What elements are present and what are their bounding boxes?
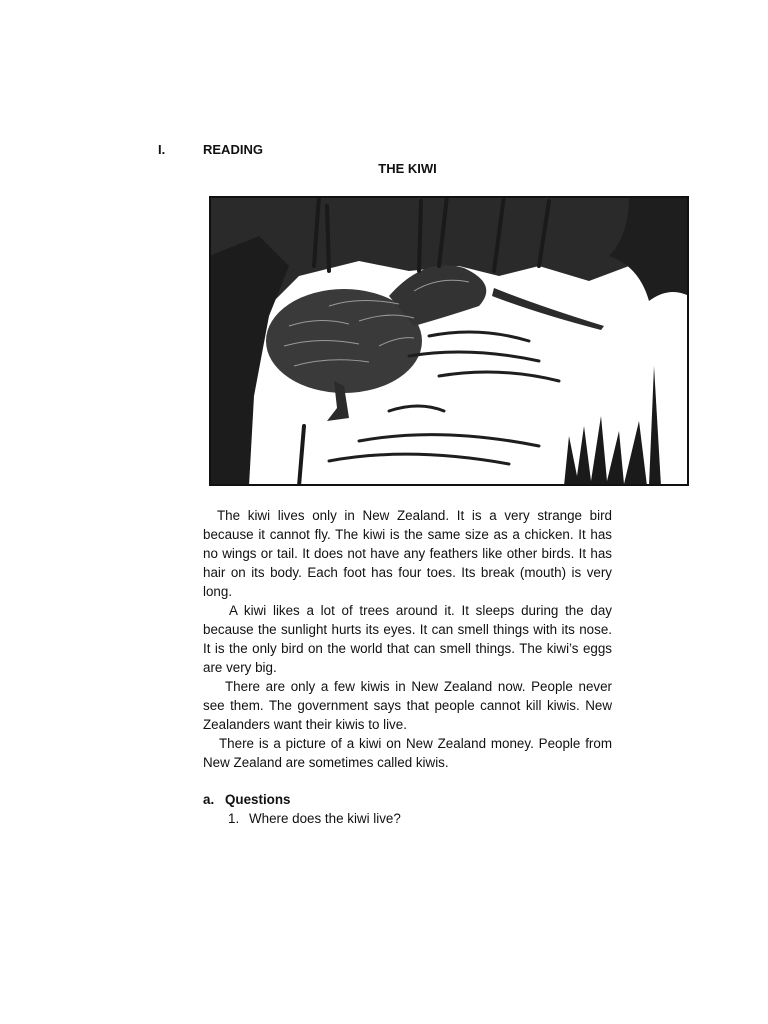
reading-passage [203, 506, 612, 772]
question-text: Where does the kiwi live? [249, 811, 401, 826]
question-item [228, 811, 401, 826]
paragraph-4: There is a picture of a kiwi on New Zealand money. People from New Zealand are sometimes called kiwis. [203, 736, 612, 770]
section-title: READING [203, 142, 263, 157]
paragraph-2: A kiwi likes a lot of trees around it. It sleeps during the day because the sunlight hurts its eyes. It can smell things with its nose. It is the only bird on the world that can smell things. The kiwi’s eggs are very big. [203, 603, 612, 675]
paragraph-1: The kiwi lives only in New Zealand. It is a very strange bird because it cannot fly. The kiwi is the same size as a chicken. It has no wings or tail. It does not have any feathers like other birds. It has hair on its body. Each foot has four toes. Its break (mouth) is very long. [203, 508, 612, 599]
section-number: I. [158, 142, 166, 157]
kiwi-illustration [209, 196, 689, 486]
questions-heading [203, 792, 290, 807]
questions-title: Questions [225, 792, 291, 807]
kiwi-bird-icon [209, 196, 689, 486]
question-number: 1. [228, 811, 240, 826]
document-title: THE KIWI [378, 161, 437, 176]
questions-letter: a. [203, 792, 215, 807]
paragraph-3: There are only a few kiwis in New Zealand now. People never see them. The government says that people cannot kill kiwis. New Zealanders want their kiwis to live. [203, 679, 612, 732]
